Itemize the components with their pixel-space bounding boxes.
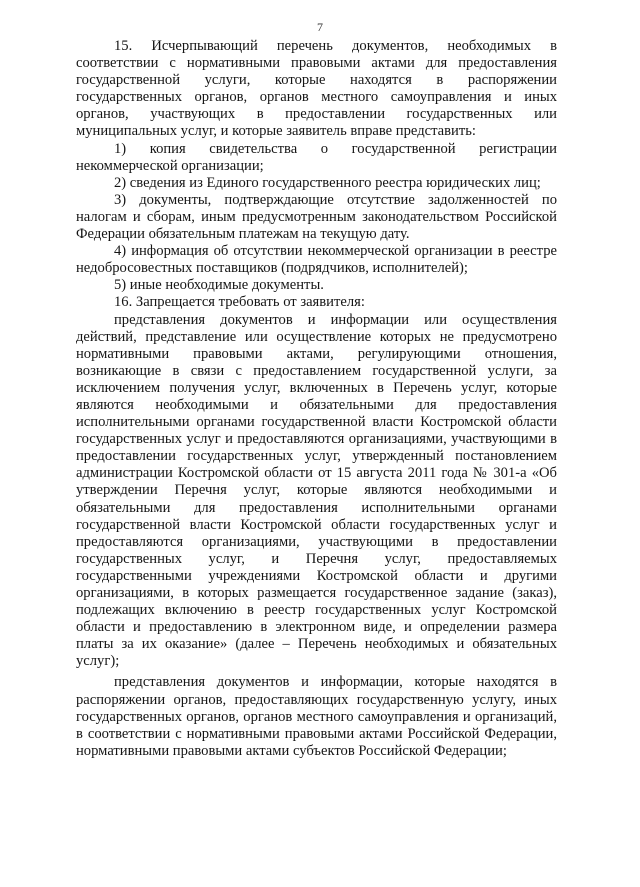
list-item-3: 3) документы, подтверждающие отсутствие задолженностей по налогам и сборам, иным предусмотренным законодательством Российской Федерации обязательным платежам на текущую дату. (76, 191, 557, 243)
page-number: 7 (317, 20, 323, 34)
paragraph-16-clause-2: представления документов и информации, которые находятся в распоряжении органов, предоставляющих государственную услугу, иных государственных органов, органов местного самоуправления и организаций, в соответствии с нормативными правовыми актами Российской Федерации, нормативными правовыми актами субъектов Российской Федерации; (76, 674, 557, 759)
list-item-5: 5) иные необходимые документы. (114, 277, 324, 294)
paragraph-15: 15. Исчерпывающий перечень документов, необходимых в соответствии с нормативными правовыми актами для предоставления государственной услуги, которые находятся в распоряжении государственных органов, органов местного самоуправления и иных органов, участвующих в предоставлении государственных или муниципальных услуг, и которые заявитель вправе представить: (76, 38, 557, 140)
paragraph-16: 16. Запрещается требовать от заявителя: (114, 294, 365, 311)
list-item-2: 2) сведения из Единого государственного реестра юридических лиц; (114, 174, 541, 191)
document-body (76, 38, 557, 760)
list-item-4: 4) информация об отсутствии некоммерческой организации в реестре недобросовестных поставщиков (подрядчиков, исполнителей); (76, 243, 557, 277)
paragraph-16-clause-1: представления документов и информации или осуществления действий, представление или осуществление которых не предусмотрено нормативными правовыми актами, регулирующими отношения, возникающие в связи с предоставлением государственной услуги, за исключением получения услуг, включенных в Перечень услуг, которые являются необходимыми и обязательными для предоставления исполнительными органами государственной власти Костромской области государственных услуг и предоставляются организациями, участвующими в предоставлении государственных услуг, утвержденный постановлением администрации Костромской области от 15 августа 2011 года № 301-а «Об утверждении Перечня услуг, которые являются необходимыми и обязательными для предоставления исполнительными органами государственной власти Костромской области государственных услуг и предоставляются организациями, участвующими в предоставлении государственных услуг, и Перечня услуг, предоставляемых государственными учреждениями Костромской области и другими организациями, в которых размещается государственное задание (заказ), подлежащих включению в реестр государственных услуг Костромской области и предоставлению в электронном виде, и определении размера платы за их оказание» (далее – Перечень необходимых и обязательных услуг); (76, 311, 557, 670)
list-item-1: 1) копия свидетельства о государственной регистрации некоммерческой организации; (76, 140, 557, 174)
